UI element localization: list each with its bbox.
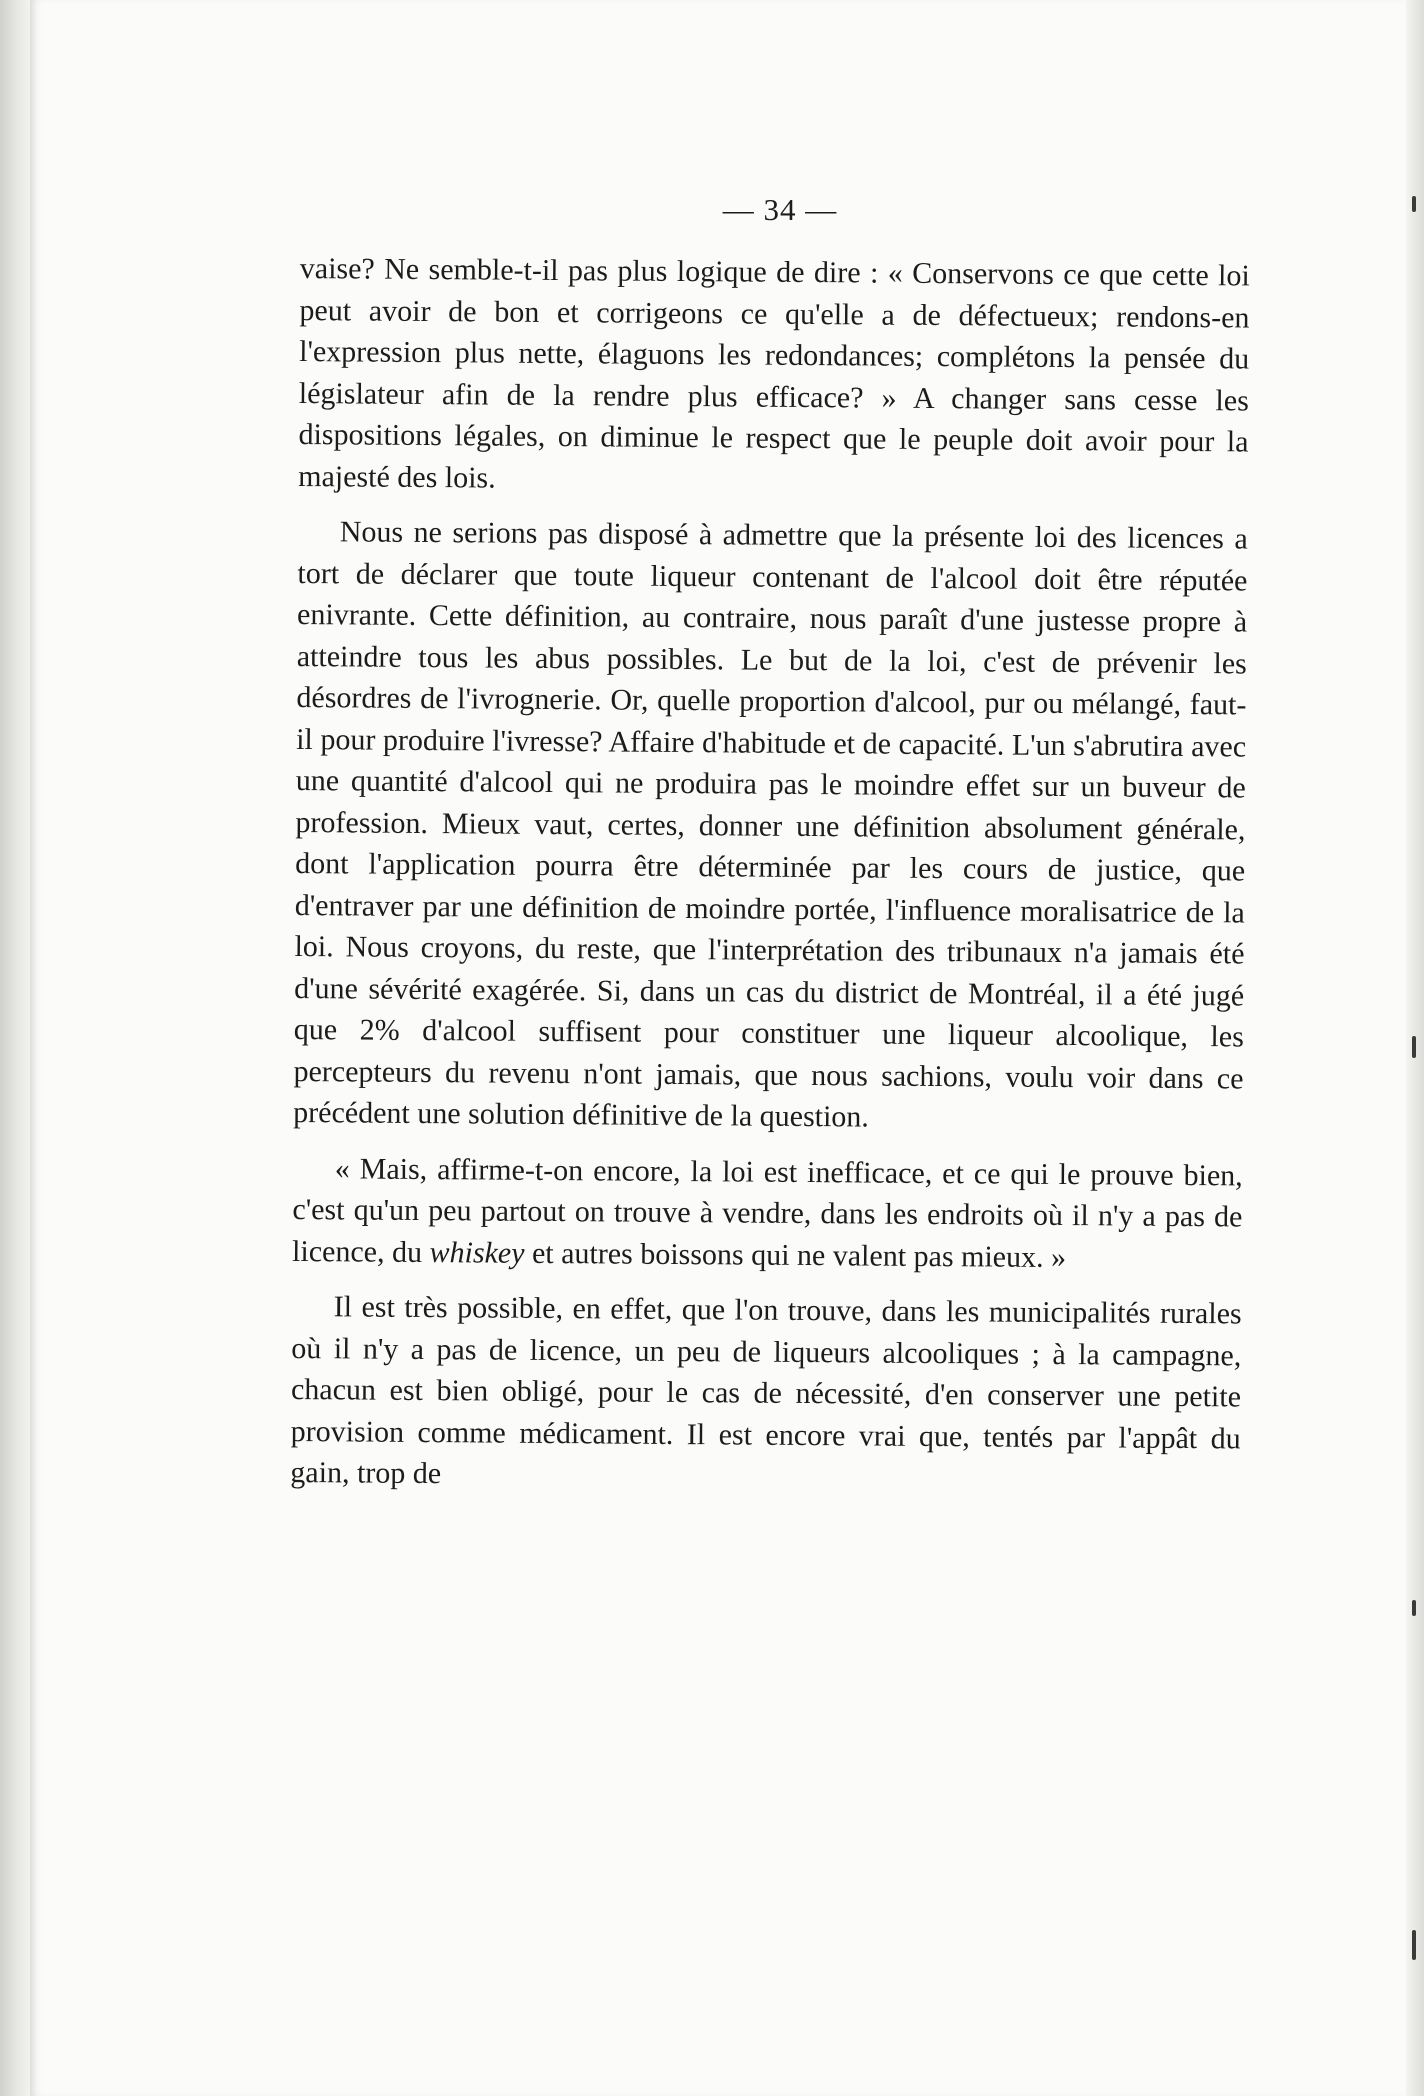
paragraph-4: Il est très possible, en effet, que l'on trouve, dans les municipalités rurales où il n'y a pas de licence, un peu de liqueurs alcooliques ; à la campagne, chacun est bien obligé, pour le cas de nécessité, d'en conserver une petite provision comme médicament. Il est encore vrai que, tentés par l'appât du gain, trop de bbox=[290, 1290, 1242, 1491]
paragraph-1: vaise? Ne semble-t-il pas plus logique de dire : « Conservons ce que cette loi peut avoir de bon et corrigeons ce qu'elle a de défectueux; rendons-en l'expression plus nette, élaguons les redondances; complétons la pensée du législateur afin de la rendre plus efficace? » A changer sans cesse les dispositions légales, on diminue le respect que le peuple doit avoir pour la majesté des lois. bbox=[298, 251, 1250, 495]
binding-mark bbox=[1412, 1600, 1416, 1616]
paragraph-3-text-after: et autres boissons qui ne valent pas mieux. » bbox=[524, 1236, 1067, 1274]
paragraph-3-emphasis: whiskey bbox=[429, 1235, 525, 1270]
binding-mark bbox=[1412, 1036, 1416, 1058]
paragraph-3 bbox=[292, 1147, 1243, 1279]
paragraph-3-text-before: « Mais, affirme-t-on encore, la loi est inefficace, et ce qui le prouve bien, c'est qu'un peu partout on trouve à vendre, dans les endroits où il n'y a pas de licence, du bbox=[291, 1151, 1243, 1269]
binding-mark bbox=[1412, 1930, 1416, 1960]
page-number: — 34 — bbox=[722, 192, 838, 227]
page-left-edge bbox=[0, 0, 30, 2096]
body-text bbox=[290, 248, 1250, 1515]
paragraph-2: Nous ne serions pas disposé à admettre que la présente loi des licences a tort de déclarer que toute liqueur contenant de l'alcool doit être réputée enivrante. Cette définition, au contraire, nous paraît d'une justesse propre à atteindre tous les abus possibles. Le but de la loi, c'est de prévenir les désordres de l'ivrognerie. Or, quelle proportion d'alcool, pur ou mélangé, faut-il pour produire l'ivresse? Affaire d'habitude et de capacité. L'un s'abrutira avec une quantité d'alcool qui ne produira pas le moindre effet sur un buveur de profession. Mieux vaut, certes, donner une définition absolument générale, dont l'application pourra être déterminée par les cours de justice, que d'entraver par une définition de moindre portée, l'influence moralisatrice de la loi. Nous croyons, du reste, que l'interprétation des tribunaux n'a jamais été d'une sévérité exagérée. Si, dans un cas du district de Montréal, il a été jugé que 2% d'alcool suffisent pour constituer une liqueur alcoolique, les percepteurs du revenu n'ont jamais, que nous sachions, voulu voir dans ce précédent une solution définitive de la question. bbox=[293, 515, 1248, 1134]
page-right-edge bbox=[1406, 0, 1424, 2096]
